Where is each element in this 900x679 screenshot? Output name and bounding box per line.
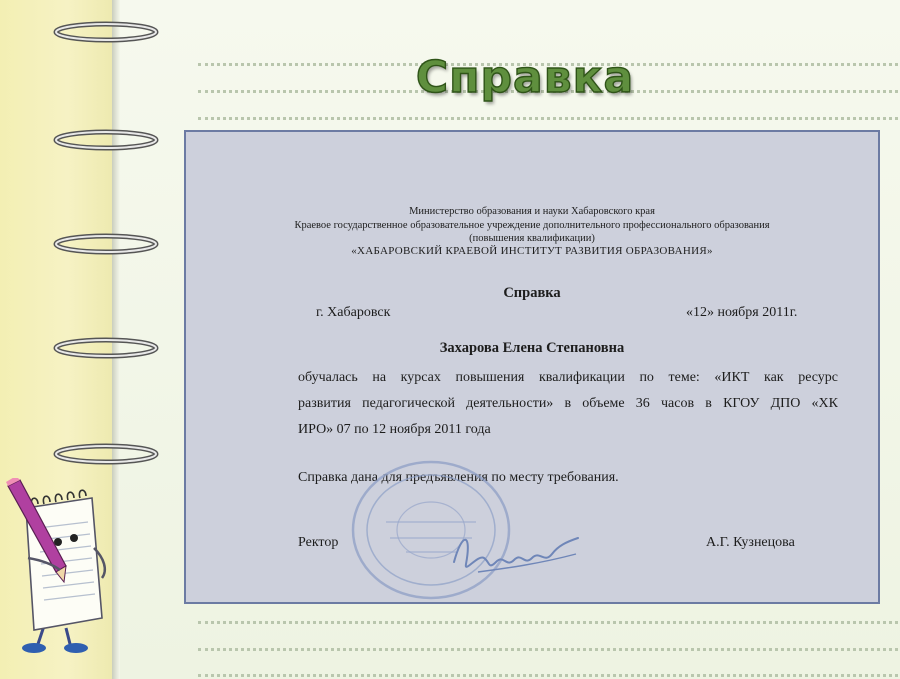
certificate-scan: [184, 130, 880, 604]
signer-name: А.Г. Кузнецова: [706, 535, 795, 550]
notepad-pencil-mascot-icon: [4, 478, 116, 656]
ministry-line: Министерство образования и науки Хабаровского края: [409, 206, 655, 217]
binder-ring-icon: [52, 232, 160, 256]
binder-ring-icon: [52, 442, 160, 466]
dotted-line: [198, 621, 898, 624]
institution-line: Краевое государственное образовательное учреждение дополнительного профессионального образования: [294, 220, 770, 231]
certificate-heading: Справка: [503, 285, 561, 301]
dotted-line: [198, 117, 898, 120]
certificate-date: «12» ноября 2011г.: [686, 305, 798, 320]
binder-ring-icon: [52, 20, 160, 44]
institution-subline: (повышения квалификации): [469, 233, 595, 244]
signer-title: Ректор: [298, 535, 339, 550]
body-line: обучалась на курсах повышения квалификации по теме: «ИКТ как ресурс: [298, 370, 838, 385]
binder-ring-icon: [52, 128, 160, 152]
body-line: развития педагогической деятельности» в объеме 36 часов в КГОУ ДПО «ХК: [298, 396, 838, 411]
body-line: ИРО» 07 по 12 ноября 2011 года: [298, 422, 491, 437]
person-name: Захарова Елена Степановна: [439, 340, 625, 356]
dotted-line: [198, 648, 898, 651]
certificate-city: г. Хабаровск: [316, 305, 391, 320]
signature-icon: [448, 524, 588, 584]
binder-ring-icon: [52, 336, 160, 360]
purpose-line: Справка дана для предъявления по месту требования.: [298, 470, 619, 485]
institution-name: «ХАБАРОВСКИЙ КРАЕВОЙ ИНСТИТУТ РАЗВИТИЯ ОБРАЗОВАНИЯ»: [351, 245, 713, 257]
slide-title: Справка: [415, 52, 635, 103]
dotted-line: [198, 674, 898, 677]
